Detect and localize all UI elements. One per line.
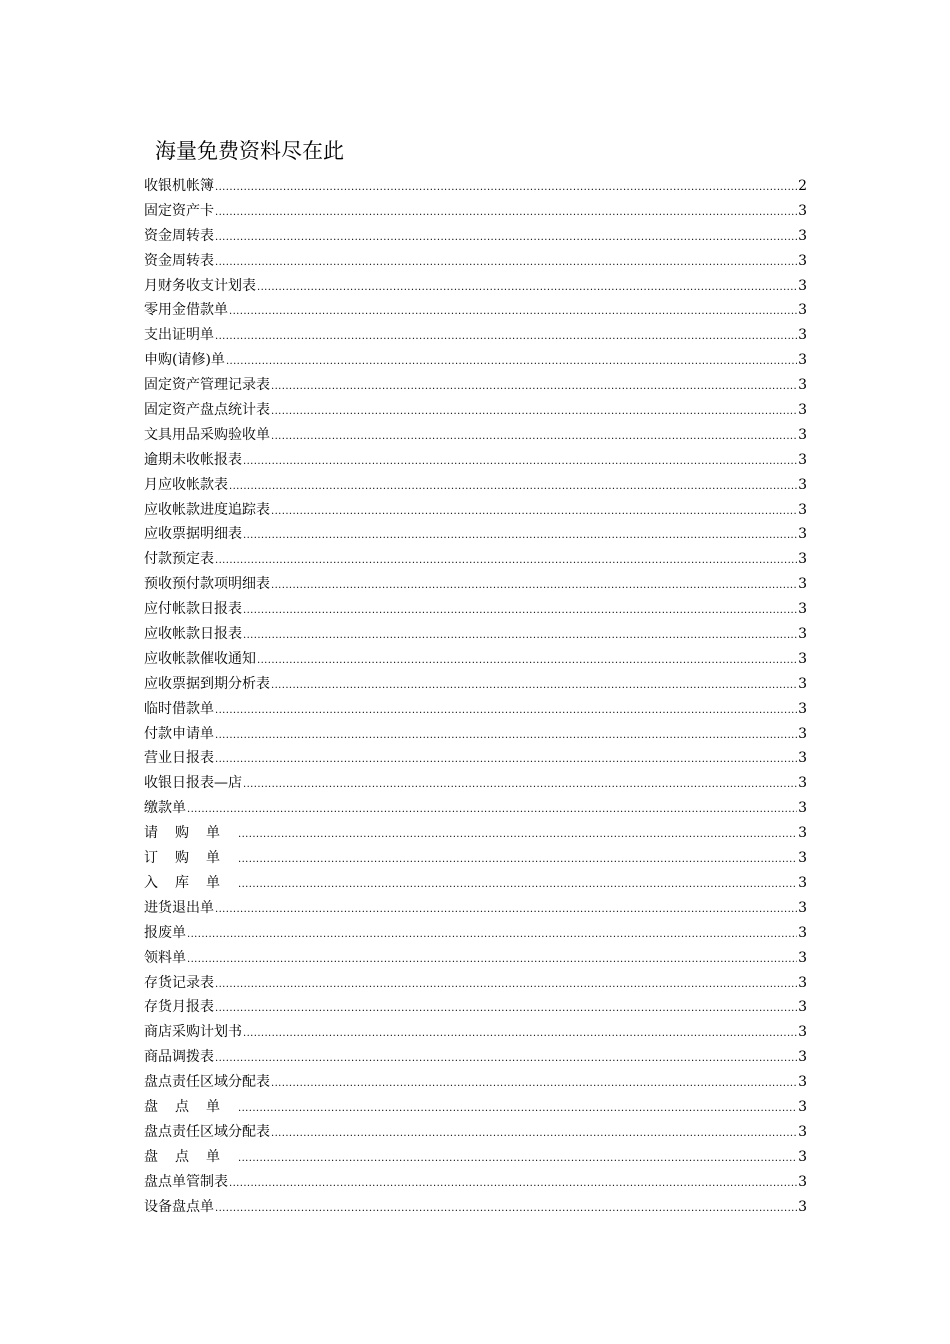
toc-dot-leader <box>238 1145 797 1170</box>
toc-entry-title: 应收帐款进度追踪表 <box>144 501 270 518</box>
toc-entry[interactable] <box>144 348 807 373</box>
toc-entry[interactable] <box>144 622 807 647</box>
toc-entry-page-number: 3 <box>798 551 807 568</box>
toc-entry[interactable] <box>144 199 807 224</box>
toc-dot-leader <box>238 1095 797 1120</box>
toc-entry[interactable] <box>144 423 807 448</box>
toc-entry-page-number: 3 <box>798 476 807 493</box>
toc-entry[interactable] <box>144 572 807 597</box>
toc-entry-title: 收银机帐簿 <box>144 178 214 194</box>
toc-dot-leader <box>257 647 797 672</box>
toc-dot-leader <box>215 971 797 996</box>
toc-dot-leader <box>229 473 797 498</box>
toc-entry-title: 资金周转表 <box>144 252 214 269</box>
toc-entry-title: 商品调拨表 <box>144 1049 214 1066</box>
toc-entry-title: 存货记录表 <box>144 974 214 991</box>
toc-entry-page-number: 3 <box>798 451 807 468</box>
toc-dot-leader <box>187 796 797 821</box>
toc-entry-title: 盘点单管制表 <box>144 1173 228 1190</box>
toc-entry-page-number: 3 <box>798 800 807 817</box>
toc-entry[interactable] <box>144 1170 807 1195</box>
toc-entry-page-number: 3 <box>798 725 807 742</box>
toc-entry-title: 付款申请单 <box>144 725 214 742</box>
toc-entry[interactable] <box>144 398 807 423</box>
toc-entry[interactable] <box>144 249 807 274</box>
toc-entry-title: 临时借款单 <box>144 700 214 717</box>
toc-entry-title: 领料单 <box>144 949 186 966</box>
toc-dot-leader <box>238 871 797 896</box>
toc-entry-title: 应付帐款日报表 <box>144 601 242 618</box>
toc-dot-leader <box>271 398 797 423</box>
toc-entry-title: 营业日报表 <box>144 750 214 767</box>
toc-entry-title: 应收票据明细表 <box>144 526 242 543</box>
toc-entry[interactable] <box>144 1095 807 1120</box>
toc-entry-title: 应收帐款催收通知 <box>144 650 256 667</box>
toc-entry[interactable] <box>144 697 807 722</box>
toc-entry-title: 预收预付款项明细表 <box>144 576 270 593</box>
toc-entry-page-number: 3 <box>798 1123 807 1140</box>
toc-entry-page-number: 3 <box>798 675 807 692</box>
toc-entry[interactable] <box>144 1020 807 1045</box>
toc-entry[interactable] <box>144 821 807 846</box>
toc-dot-leader <box>243 771 797 796</box>
toc-entry-page-number: 3 <box>798 302 807 319</box>
toc-entry-page-number: 3 <box>798 1024 807 1041</box>
toc-entry-page-number: 3 <box>798 576 807 593</box>
toc-dot-leader <box>215 1195 797 1220</box>
toc-entry-page-number: 3 <box>798 999 807 1016</box>
toc-entry-page-number: 3 <box>798 700 807 717</box>
toc-entry[interactable] <box>144 298 807 323</box>
toc-dot-leader <box>238 821 797 846</box>
table-of-contents <box>144 174 807 1219</box>
toc-entry[interactable] <box>144 224 807 249</box>
toc-entry-title: 存货月报表 <box>144 999 214 1016</box>
toc-entry-page-number: 3 <box>798 775 807 792</box>
toc-dot-leader <box>243 522 797 547</box>
toc-entry-page-number: 3 <box>798 1148 807 1165</box>
toc-dot-leader <box>271 423 797 448</box>
toc-dot-leader <box>229 298 797 323</box>
toc-entry-title: 资金周转表 <box>144 227 214 244</box>
toc-dot-leader <box>229 1170 797 1195</box>
toc-dot-leader <box>215 896 797 921</box>
toc-dot-leader <box>243 622 797 647</box>
toc-entry-title: 盘点单 <box>144 1148 237 1165</box>
toc-entry[interactable] <box>144 1120 807 1145</box>
toc-entry[interactable] <box>144 672 807 697</box>
toc-entry[interactable] <box>144 522 807 547</box>
toc-dot-leader <box>271 1120 797 1145</box>
toc-entry-title: 文具用品采购验收单 <box>144 426 270 443</box>
toc-entry[interactable] <box>144 597 807 622</box>
toc-entry-title: 逾期未收帐报表 <box>144 451 242 468</box>
toc-entry-page-number: 3 <box>798 277 807 294</box>
toc-entry[interactable] <box>144 1070 807 1095</box>
toc-dot-leader <box>243 1020 797 1045</box>
toc-dot-leader <box>271 572 797 597</box>
toc-entry[interactable] <box>144 274 807 299</box>
toc-dot-leader <box>271 373 797 398</box>
toc-entry[interactable] <box>144 796 807 821</box>
toc-entry-title: 支出证明单 <box>144 327 214 344</box>
toc-entry-page-number: 3 <box>798 352 807 369</box>
toc-entry[interactable] <box>144 722 807 747</box>
toc-entry[interactable] <box>144 995 807 1020</box>
toc-entry-page-number: 3 <box>798 825 807 842</box>
toc-dot-leader <box>215 697 797 722</box>
toc-entry[interactable] <box>144 323 807 348</box>
toc-entry-page-number: 3 <box>798 974 807 991</box>
toc-entry-page-number: 3 <box>798 949 807 966</box>
toc-entry-page-number: 3 <box>798 402 807 419</box>
toc-entry-page-number: 3 <box>798 1173 807 1190</box>
toc-entry-title: 月应收帐款表 <box>144 476 228 493</box>
toc-entry-page-number: 3 <box>798 426 807 443</box>
toc-entry-page-number: 3 <box>798 924 807 941</box>
toc-dot-leader <box>238 846 797 871</box>
toc-entry-page-number: 3 <box>798 501 807 518</box>
toc-entry[interactable] <box>144 174 807 199</box>
toc-entry-title: 收银日报表—店 <box>144 775 242 792</box>
toc-entry-page-number: 3 <box>798 526 807 543</box>
toc-entry-title: 入库单 <box>144 874 237 891</box>
toc-entry[interactable] <box>144 498 807 523</box>
toc-dot-leader <box>271 1070 797 1095</box>
toc-entry[interactable] <box>144 971 807 996</box>
toc-entry-title: 应收票据到期分析表 <box>144 675 270 692</box>
toc-dot-leader <box>187 946 797 971</box>
toc-entry-page-number: 3 <box>798 1049 807 1066</box>
toc-dot-leader <box>215 746 797 771</box>
toc-entry[interactable] <box>144 647 807 672</box>
toc-entry-page-number: 3 <box>798 377 807 394</box>
toc-entry-page-number: 2 <box>798 178 807 194</box>
toc-dot-leader <box>243 597 797 622</box>
toc-entry-title: 付款预定表 <box>144 551 214 568</box>
toc-entry-title: 请购单 <box>144 825 237 842</box>
toc-entry-title: 申购(请修)单 <box>144 352 225 369</box>
toc-entry[interactable] <box>144 448 807 473</box>
toc-dot-leader <box>215 199 797 224</box>
toc-dot-leader <box>243 448 797 473</box>
toc-entry-title: 盘点单 <box>144 1098 237 1115</box>
toc-entry-page-number: 3 <box>798 850 807 867</box>
toc-entry-page-number: 3 <box>798 650 807 667</box>
toc-entry-title: 固定资产卡 <box>144 202 214 219</box>
toc-entry[interactable] <box>144 547 807 572</box>
toc-entry[interactable] <box>144 473 807 498</box>
toc-entry-page-number: 3 <box>798 601 807 618</box>
toc-entry-page-number: 3 <box>798 899 807 916</box>
toc-dot-leader <box>215 995 797 1020</box>
toc-entry-page-number: 3 <box>798 227 807 244</box>
toc-entry[interactable] <box>144 1195 807 1220</box>
toc-entry[interactable] <box>144 771 807 796</box>
toc-entry-page-number: 3 <box>798 252 807 269</box>
toc-dot-leader <box>215 722 797 747</box>
toc-dot-leader <box>257 274 797 299</box>
toc-entry-title: 盘点责任区域分配表 <box>144 1123 270 1140</box>
toc-entry[interactable] <box>144 946 807 971</box>
toc-entry-title: 应收帐款日报表 <box>144 626 242 643</box>
toc-entry-title: 零用金借款单 <box>144 302 228 319</box>
toc-dot-leader <box>271 498 797 523</box>
toc-entry-page-number: 3 <box>798 874 807 891</box>
toc-entry-title: 进货退出单 <box>144 899 214 916</box>
toc-entry[interactable] <box>144 896 807 921</box>
toc-entry-title: 盘点责任区域分配表 <box>144 1074 270 1091</box>
toc-entry[interactable] <box>144 846 807 871</box>
toc-entry-title: 订购单 <box>144 850 237 867</box>
toc-entry-title: 月财务收支计划表 <box>144 277 256 294</box>
toc-dot-leader <box>215 174 797 199</box>
toc-entry-title: 设备盘点单 <box>144 1198 214 1215</box>
toc-entry-page-number: 3 <box>798 1198 807 1215</box>
toc-dot-leader <box>271 672 797 697</box>
toc-dot-leader <box>215 249 797 274</box>
toc-dot-leader <box>215 547 797 572</box>
toc-entry[interactable] <box>144 1045 807 1070</box>
toc-entry[interactable] <box>144 871 807 896</box>
toc-entry-page-number: 3 <box>798 750 807 767</box>
toc-dot-leader <box>215 1045 797 1070</box>
page-heading: 海量免费资料尽在此 <box>155 139 344 163</box>
toc-entry-title: 报废单 <box>144 924 186 941</box>
toc-entry[interactable] <box>144 921 807 946</box>
toc-dot-leader <box>226 348 797 373</box>
toc-dot-leader <box>215 224 797 249</box>
toc-entry-title: 固定资产管理记录表 <box>144 377 270 394</box>
toc-entry-page-number: 3 <box>798 1074 807 1091</box>
toc-entry-page-number: 3 <box>798 626 807 643</box>
toc-entry-title: 商店采购计划书 <box>144 1024 242 1041</box>
toc-entry[interactable] <box>144 746 807 771</box>
toc-entry-page-number: 3 <box>798 1098 807 1115</box>
toc-entry-title: 固定资产盘点统计表 <box>144 402 270 419</box>
toc-dot-leader <box>187 921 797 946</box>
toc-dot-leader <box>215 323 797 348</box>
toc-entry-page-number: 3 <box>798 327 807 344</box>
toc-entry-title: 缴款单 <box>144 800 186 817</box>
toc-entry[interactable] <box>144 1145 807 1170</box>
toc-entry-page-number: 3 <box>798 202 807 219</box>
toc-entry[interactable] <box>144 373 807 398</box>
